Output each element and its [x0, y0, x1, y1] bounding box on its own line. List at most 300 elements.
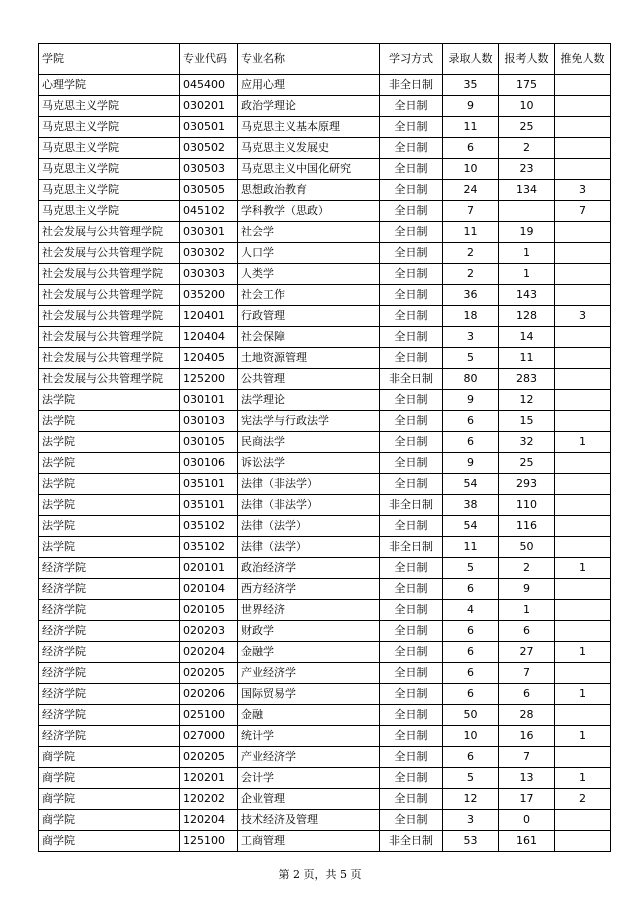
table-row [39, 201, 611, 222]
cell-recommended [555, 75, 611, 96]
table-row [39, 96, 611, 117]
cell-applicants: 7 [499, 663, 555, 684]
cell-applicants: 23 [499, 159, 555, 180]
cell-admitted: 53 [443, 831, 499, 852]
table-row [39, 747, 611, 768]
cell-name: 工商管理 [238, 831, 380, 852]
table-row [39, 138, 611, 159]
cell-school: 商学院 [39, 747, 180, 768]
cell-admitted: 54 [443, 516, 499, 537]
cell-mode: 全日制 [380, 747, 443, 768]
cell-name: 法律（非法学） [238, 474, 380, 495]
cell-admitted: 35 [443, 75, 499, 96]
cell-name: 会计学 [238, 768, 380, 789]
cell-recommended [555, 600, 611, 621]
cell-recommended [555, 222, 611, 243]
cell-school: 社会发展与公共管理学院 [39, 285, 180, 306]
cell-admitted: 11 [443, 117, 499, 138]
cell-name: 法律（法学） [238, 516, 380, 537]
cell-applicants: 50 [499, 537, 555, 558]
table-row [39, 663, 611, 684]
cell-name: 西方经济学 [238, 579, 380, 600]
table-row [39, 537, 611, 558]
cell-name: 技术经济及管理 [238, 810, 380, 831]
cell-school: 经济学院 [39, 579, 180, 600]
table-row [39, 726, 611, 747]
cell-admitted: 7 [443, 201, 499, 222]
cell-applicants: 161 [499, 831, 555, 852]
cell-recommended [555, 495, 611, 516]
cell-recommended [555, 537, 611, 558]
cell-applicants: 293 [499, 474, 555, 495]
cell-recommended [555, 705, 611, 726]
cell-mode: 全日制 [380, 159, 443, 180]
table-row [39, 495, 611, 516]
cell-admitted: 6 [443, 432, 499, 453]
cell-code: 045102 [180, 201, 238, 222]
cell-recommended [555, 453, 611, 474]
cell-recommended: 2 [555, 789, 611, 810]
cell-recommended [555, 579, 611, 600]
table-row [39, 789, 611, 810]
cell-mode: 全日制 [380, 432, 443, 453]
cell-school: 马克思主义学院 [39, 201, 180, 222]
cell-school: 马克思主义学院 [39, 138, 180, 159]
cell-name: 金融学 [238, 642, 380, 663]
table-row [39, 684, 611, 705]
cell-recommended: 1 [555, 768, 611, 789]
cell-code: 045400 [180, 75, 238, 96]
cell-school: 法学院 [39, 453, 180, 474]
cell-recommended [555, 390, 611, 411]
cell-name: 国际贸易学 [238, 684, 380, 705]
cell-mode: 非全日制 [380, 75, 443, 96]
header-admitted: 录取人数 [443, 44, 499, 75]
table-row [39, 453, 611, 474]
cell-code: 035102 [180, 516, 238, 537]
cell-admitted: 4 [443, 600, 499, 621]
cell-mode: 全日制 [380, 810, 443, 831]
cell-recommended: 7 [555, 201, 611, 222]
cell-code: 035101 [180, 474, 238, 495]
cell-recommended [555, 621, 611, 642]
cell-mode: 全日制 [380, 600, 443, 621]
cell-school: 经济学院 [39, 642, 180, 663]
cell-applicants: 1 [499, 243, 555, 264]
cell-name: 产业经济学 [238, 747, 380, 768]
table-row [39, 243, 611, 264]
cell-mode: 全日制 [380, 579, 443, 600]
cell-name: 人口学 [238, 243, 380, 264]
cell-name: 行政管理 [238, 306, 380, 327]
cell-mode: 全日制 [380, 768, 443, 789]
cell-mode: 全日制 [380, 201, 443, 222]
cell-code: 020104 [180, 579, 238, 600]
cell-name: 诉讼法学 [238, 453, 380, 474]
cell-school: 社会发展与公共管理学院 [39, 327, 180, 348]
cell-applicants: 7 [499, 747, 555, 768]
cell-admitted: 10 [443, 159, 499, 180]
cell-recommended [555, 117, 611, 138]
cell-code: 030303 [180, 264, 238, 285]
cell-school: 马克思主义学院 [39, 96, 180, 117]
cell-mode: 全日制 [380, 726, 443, 747]
cell-applicants: 1 [499, 600, 555, 621]
cell-school: 社会发展与公共管理学院 [39, 369, 180, 390]
cell-recommended [555, 348, 611, 369]
cell-admitted: 12 [443, 789, 499, 810]
cell-recommended [555, 159, 611, 180]
cell-mode: 全日制 [380, 306, 443, 327]
cell-school: 经济学院 [39, 726, 180, 747]
cell-admitted: 9 [443, 96, 499, 117]
cell-name: 社会工作 [238, 285, 380, 306]
cell-mode: 全日制 [380, 411, 443, 432]
table-row [39, 285, 611, 306]
table-row [39, 642, 611, 663]
table-row [39, 222, 611, 243]
cell-mode: 全日制 [380, 117, 443, 138]
cell-admitted: 9 [443, 390, 499, 411]
header-school: 学院 [39, 44, 180, 75]
cell-applicants: 11 [499, 348, 555, 369]
cell-applicants: 128 [499, 306, 555, 327]
cell-school: 社会发展与公共管理学院 [39, 243, 180, 264]
cell-code: 020205 [180, 663, 238, 684]
cell-name: 政治学理论 [238, 96, 380, 117]
cell-code: 025100 [180, 705, 238, 726]
cell-school: 马克思主义学院 [39, 159, 180, 180]
cell-name: 财政学 [238, 621, 380, 642]
cell-name: 宪法学与行政法学 [238, 411, 380, 432]
cell-applicants: 19 [499, 222, 555, 243]
cell-admitted: 3 [443, 810, 499, 831]
table-row [39, 75, 611, 96]
cell-mode: 全日制 [380, 285, 443, 306]
table-header-row [39, 44, 611, 75]
cell-applicants: 12 [499, 390, 555, 411]
table-row [39, 306, 611, 327]
cell-recommended: 1 [555, 684, 611, 705]
table-body [39, 75, 611, 852]
cell-admitted: 6 [443, 138, 499, 159]
cell-applicants: 17 [499, 789, 555, 810]
admissions-table [38, 43, 611, 852]
cell-mode: 全日制 [380, 243, 443, 264]
cell-recommended [555, 369, 611, 390]
table-row [39, 117, 611, 138]
table-row [39, 768, 611, 789]
cell-applicants: 1 [499, 264, 555, 285]
cell-applicants: 10 [499, 96, 555, 117]
cell-code: 020203 [180, 621, 238, 642]
table-row [39, 159, 611, 180]
cell-school: 法学院 [39, 474, 180, 495]
cell-recommended: 1 [555, 726, 611, 747]
header-name: 专业名称 [238, 44, 380, 75]
cell-admitted: 10 [443, 726, 499, 747]
cell-mode: 全日制 [380, 474, 443, 495]
cell-recommended [555, 96, 611, 117]
cell-code: 030301 [180, 222, 238, 243]
cell-recommended [555, 138, 611, 159]
cell-admitted: 2 [443, 243, 499, 264]
cell-school: 心理学院 [39, 75, 180, 96]
cell-code: 120405 [180, 348, 238, 369]
table-row [39, 369, 611, 390]
cell-applicants: 110 [499, 495, 555, 516]
cell-applicants: 13 [499, 768, 555, 789]
cell-code: 030105 [180, 432, 238, 453]
table-row [39, 327, 611, 348]
cell-mode: 全日制 [380, 138, 443, 159]
cell-mode: 全日制 [380, 705, 443, 726]
cell-applicants: 2 [499, 138, 555, 159]
cell-school: 社会发展与公共管理学院 [39, 306, 180, 327]
cell-name: 学科教学（思政） [238, 201, 380, 222]
cell-code: 030502 [180, 138, 238, 159]
cell-recommended [555, 516, 611, 537]
cell-code: 120202 [180, 789, 238, 810]
table-row [39, 579, 611, 600]
header-recommended: 推免人数 [555, 44, 611, 75]
cell-code: 035102 [180, 537, 238, 558]
cell-admitted: 36 [443, 285, 499, 306]
cell-school: 经济学院 [39, 558, 180, 579]
cell-school: 经济学院 [39, 621, 180, 642]
cell-name: 思想政治教育 [238, 180, 380, 201]
cell-code: 030201 [180, 96, 238, 117]
cell-name: 金融 [238, 705, 380, 726]
cell-school: 马克思主义学院 [39, 180, 180, 201]
cell-code: 120404 [180, 327, 238, 348]
cell-code: 030505 [180, 180, 238, 201]
cell-admitted: 6 [443, 684, 499, 705]
cell-mode: 全日制 [380, 264, 443, 285]
cell-applicants: 14 [499, 327, 555, 348]
cell-admitted: 5 [443, 558, 499, 579]
cell-mode: 全日制 [380, 684, 443, 705]
cell-applicants: 0 [499, 810, 555, 831]
cell-applicants: 9 [499, 579, 555, 600]
cell-code: 035101 [180, 495, 238, 516]
cell-school: 商学院 [39, 789, 180, 810]
cell-admitted: 11 [443, 222, 499, 243]
cell-name: 法律（法学） [238, 537, 380, 558]
page-footer: 第 2 页，共 5 页 [278, 868, 362, 881]
cell-recommended: 3 [555, 306, 611, 327]
cell-school: 社会发展与公共管理学院 [39, 348, 180, 369]
cell-mode: 全日制 [380, 516, 443, 537]
cell-name: 公共管理 [238, 369, 380, 390]
header-mode: 学习方式 [380, 44, 443, 75]
cell-admitted: 6 [443, 642, 499, 663]
table-row [39, 474, 611, 495]
cell-recommended [555, 831, 611, 852]
cell-code: 027000 [180, 726, 238, 747]
cell-recommended [555, 474, 611, 495]
cell-recommended [555, 264, 611, 285]
cell-mode: 全日制 [380, 327, 443, 348]
cell-applicants: 143 [499, 285, 555, 306]
cell-code: 030501 [180, 117, 238, 138]
cell-admitted: 6 [443, 663, 499, 684]
cell-applicants [499, 201, 555, 222]
cell-applicants: 2 [499, 558, 555, 579]
cell-recommended: 1 [555, 558, 611, 579]
cell-school: 法学院 [39, 516, 180, 537]
cell-mode: 全日制 [380, 663, 443, 684]
cell-recommended: 1 [555, 642, 611, 663]
cell-code: 030302 [180, 243, 238, 264]
cell-recommended: 3 [555, 180, 611, 201]
cell-school: 商学院 [39, 831, 180, 852]
cell-applicants: 25 [499, 117, 555, 138]
cell-code: 020204 [180, 642, 238, 663]
cell-code: 125100 [180, 831, 238, 852]
cell-recommended [555, 747, 611, 768]
cell-school: 商学院 [39, 768, 180, 789]
cell-recommended [555, 243, 611, 264]
cell-recommended [555, 810, 611, 831]
table-row [39, 600, 611, 621]
cell-school: 法学院 [39, 537, 180, 558]
cell-school: 法学院 [39, 495, 180, 516]
cell-admitted: 80 [443, 369, 499, 390]
cell-admitted: 54 [443, 474, 499, 495]
cell-mode: 全日制 [380, 558, 443, 579]
cell-name: 马克思主义中国化研究 [238, 159, 380, 180]
cell-admitted: 9 [443, 453, 499, 474]
table-row [39, 558, 611, 579]
cell-school: 经济学院 [39, 705, 180, 726]
cell-recommended [555, 411, 611, 432]
cell-admitted: 6 [443, 579, 499, 600]
table-row [39, 516, 611, 537]
cell-admitted: 18 [443, 306, 499, 327]
cell-applicants: 32 [499, 432, 555, 453]
header-code: 专业代码 [180, 44, 238, 75]
cell-mode: 非全日制 [380, 369, 443, 390]
cell-school: 社会发展与公共管理学院 [39, 222, 180, 243]
cell-admitted: 2 [443, 264, 499, 285]
cell-name: 社会学 [238, 222, 380, 243]
cell-code: 125200 [180, 369, 238, 390]
cell-name: 法学理论 [238, 390, 380, 411]
table-row [39, 432, 611, 453]
cell-school: 经济学院 [39, 684, 180, 705]
cell-code: 020206 [180, 684, 238, 705]
cell-name: 马克思主义基本原理 [238, 117, 380, 138]
cell-school: 商学院 [39, 810, 180, 831]
cell-name: 马克思主义发展史 [238, 138, 380, 159]
table-row [39, 348, 611, 369]
cell-code: 020101 [180, 558, 238, 579]
cell-name: 政治经济学 [238, 558, 380, 579]
table-row [39, 390, 611, 411]
cell-applicants: 175 [499, 75, 555, 96]
cell-applicants: 6 [499, 621, 555, 642]
cell-admitted: 50 [443, 705, 499, 726]
cell-applicants: 116 [499, 516, 555, 537]
cell-applicants: 6 [499, 684, 555, 705]
cell-name: 民商法学 [238, 432, 380, 453]
table-row [39, 180, 611, 201]
cell-school: 法学院 [39, 432, 180, 453]
cell-school: 经济学院 [39, 600, 180, 621]
cell-code: 030101 [180, 390, 238, 411]
table-row [39, 705, 611, 726]
cell-mode: 非全日制 [380, 495, 443, 516]
table-row [39, 810, 611, 831]
cell-code: 120401 [180, 306, 238, 327]
cell-school: 法学院 [39, 390, 180, 411]
cell-name: 企业管理 [238, 789, 380, 810]
cell-mode: 全日制 [380, 621, 443, 642]
cell-name: 应用心理 [238, 75, 380, 96]
cell-name: 世界经济 [238, 600, 380, 621]
cell-code: 120201 [180, 768, 238, 789]
cell-admitted: 38 [443, 495, 499, 516]
cell-admitted: 6 [443, 621, 499, 642]
cell-mode: 全日制 [380, 390, 443, 411]
cell-school: 社会发展与公共管理学院 [39, 264, 180, 285]
cell-applicants: 25 [499, 453, 555, 474]
cell-mode: 非全日制 [380, 831, 443, 852]
cell-mode: 全日制 [380, 222, 443, 243]
cell-school: 法学院 [39, 411, 180, 432]
cell-name: 人类学 [238, 264, 380, 285]
cell-recommended: 1 [555, 432, 611, 453]
cell-applicants: 28 [499, 705, 555, 726]
cell-code: 035200 [180, 285, 238, 306]
cell-applicants: 283 [499, 369, 555, 390]
cell-admitted: 5 [443, 348, 499, 369]
cell-mode: 全日制 [380, 642, 443, 663]
cell-name: 社会保障 [238, 327, 380, 348]
cell-admitted: 24 [443, 180, 499, 201]
cell-name: 土地资源管理 [238, 348, 380, 369]
cell-school: 马克思主义学院 [39, 117, 180, 138]
cell-applicants: 16 [499, 726, 555, 747]
cell-recommended [555, 663, 611, 684]
table-row [39, 621, 611, 642]
cell-school: 经济学院 [39, 663, 180, 684]
cell-code: 120204 [180, 810, 238, 831]
cell-code: 030503 [180, 159, 238, 180]
cell-mode: 全日制 [380, 789, 443, 810]
cell-applicants: 27 [499, 642, 555, 663]
cell-name: 产业经济学 [238, 663, 380, 684]
cell-recommended [555, 285, 611, 306]
cell-admitted: 11 [443, 537, 499, 558]
cell-applicants: 15 [499, 411, 555, 432]
cell-code: 030103 [180, 411, 238, 432]
table-row [39, 264, 611, 285]
cell-admitted: 6 [443, 747, 499, 768]
cell-mode: 非全日制 [380, 537, 443, 558]
cell-admitted: 3 [443, 327, 499, 348]
cell-mode: 全日制 [380, 180, 443, 201]
cell-code: 020205 [180, 747, 238, 768]
cell-name: 统计学 [238, 726, 380, 747]
cell-mode: 全日制 [380, 453, 443, 474]
cell-recommended [555, 327, 611, 348]
cell-name: 法律（非法学） [238, 495, 380, 516]
cell-admitted: 6 [443, 411, 499, 432]
cell-mode: 全日制 [380, 96, 443, 117]
cell-applicants: 134 [499, 180, 555, 201]
